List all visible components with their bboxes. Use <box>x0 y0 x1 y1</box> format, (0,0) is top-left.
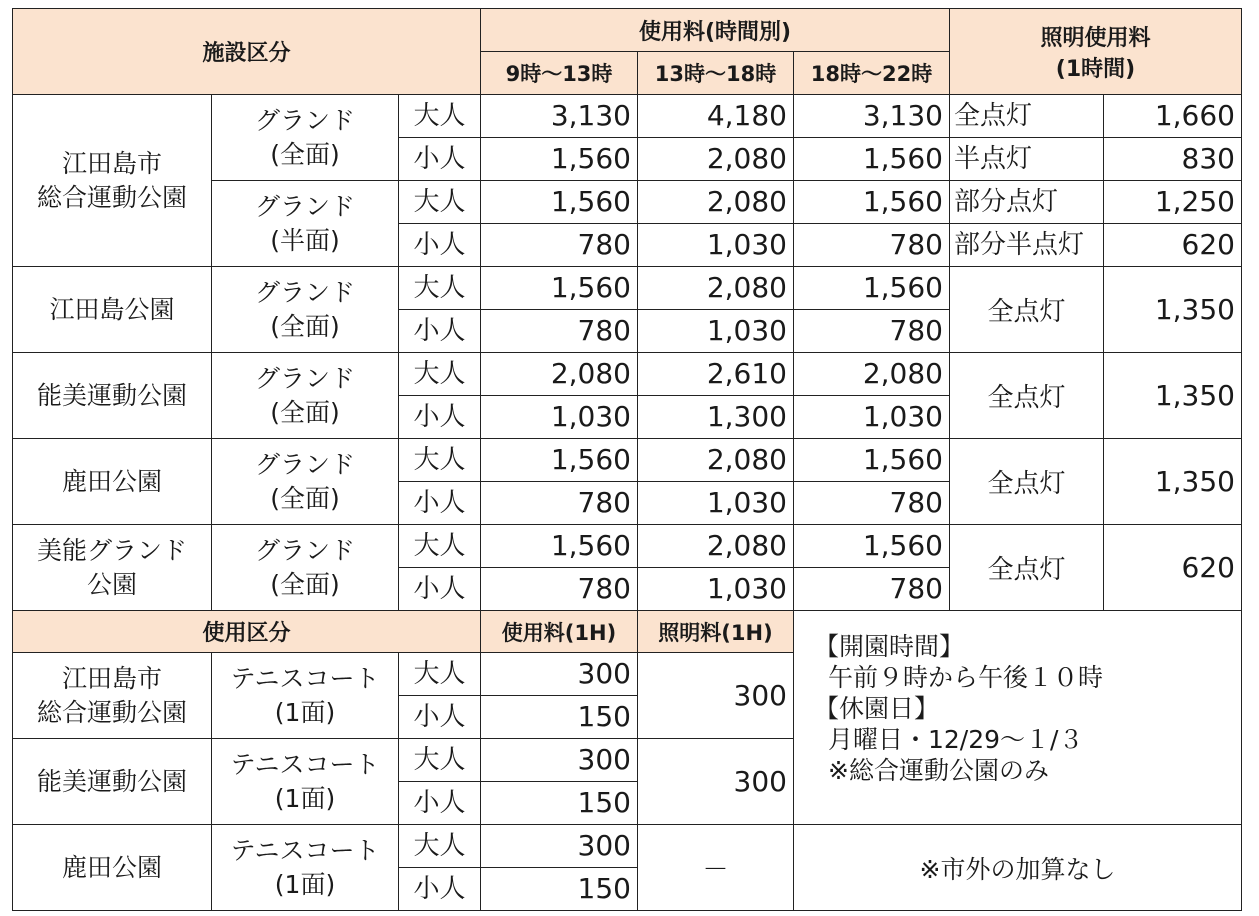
light-fee: 1,350 <box>1104 267 1242 353</box>
facility-fee-table <box>12 8 1242 911</box>
header-lighting-fee-label: 照明使用料 <box>1040 25 1151 51</box>
age-child: 小人 <box>399 868 481 911</box>
light-fee: 620 <box>1104 224 1242 267</box>
ground-type-area: (全面) <box>270 139 340 169</box>
tennis-fee: 300 <box>481 739 638 782</box>
header-time-3: 18時～22時 <box>794 52 950 95</box>
tennis-light-fee: － <box>638 825 794 911</box>
fee-cell: 780 <box>794 224 950 267</box>
court-type-unit: (1面) <box>274 697 336 727</box>
light-type: 部分半点灯 <box>950 224 1104 267</box>
facility-name-line2: 総合運動公園 <box>36 697 187 727</box>
fee-cell: 2,080 <box>638 439 794 482</box>
age-child: 小人 <box>399 310 481 353</box>
fee-cell: 2,080 <box>794 353 950 396</box>
ground-type-area: (半面) <box>270 225 340 255</box>
fee-cell: 780 <box>794 482 950 525</box>
age-adult: 大人 <box>399 653 481 696</box>
age-child: 小人 <box>399 482 481 525</box>
light-type: 全点灯 <box>950 525 1104 611</box>
light-fee: 1,660 <box>1104 95 1242 138</box>
fee-cell: 1,030 <box>481 396 638 439</box>
fee-cell: 780 <box>481 310 638 353</box>
ground-type-label: グランド <box>254 535 355 565</box>
closed-days-note: ※総合運動公園のみ <box>828 756 1049 785</box>
age-child: 小人 <box>399 782 481 825</box>
tennis-facility-nomi: 能美運動公園 <box>13 739 212 825</box>
ground-type-area: (全面) <box>270 569 340 599</box>
light-type: 全点灯 <box>950 95 1104 138</box>
age-child: 小人 <box>399 138 481 181</box>
tennis-court-type <box>212 825 399 911</box>
fee-cell: 2,080 <box>638 267 794 310</box>
facility-etajima: 江田島公園 <box>13 267 212 353</box>
closed-days-title: 【休園日】 <box>814 694 940 723</box>
tennis-fee: 150 <box>481 696 638 739</box>
tennis-court-type <box>212 739 399 825</box>
no-surcharge-note: ※市外の加算なし <box>794 825 1242 911</box>
header-fee-by-time: 使用料(時間別) <box>481 9 950 52</box>
fee-cell: 1,560 <box>481 525 638 568</box>
court-type-label: テニスコート <box>230 663 380 693</box>
fee-cell: 3,130 <box>794 95 950 138</box>
header-time-2: 13時～18時 <box>638 52 794 95</box>
facility-kakoda: 鹿田公園 <box>13 439 212 525</box>
age-adult: 大人 <box>399 439 481 482</box>
fee-cell: 780 <box>794 310 950 353</box>
light-fee: 1,350 <box>1104 353 1242 439</box>
court-type-unit: (1面) <box>274 869 336 899</box>
ground-type-label: グランド <box>254 277 355 307</box>
court-type-label: テニスコート <box>230 749 380 779</box>
tennis-light-fee: 300 <box>638 653 794 739</box>
open-hours: 午前９時から午後１０時 <box>828 663 1104 692</box>
age-adult: 大人 <box>399 739 481 782</box>
age-child: 小人 <box>399 568 481 611</box>
ground-type-full <box>212 95 399 181</box>
age-child: 小人 <box>399 224 481 267</box>
header-facility: 施設区分 <box>13 9 481 95</box>
facility-name-line2: 公園 <box>86 569 137 599</box>
fee-cell: 2,080 <box>638 181 794 224</box>
light-fee: 1,250 <box>1104 181 1242 224</box>
fee-cell: 1,560 <box>481 138 638 181</box>
facility-bino <box>13 525 212 611</box>
light-type: 半点灯 <box>950 138 1104 181</box>
fee-cell: 780 <box>481 568 638 611</box>
fee-cell: 3,130 <box>481 95 638 138</box>
light-fee: 1,350 <box>1104 439 1242 525</box>
fee-cell: 1,030 <box>638 310 794 353</box>
header-usage-fee: 使用料(1H) <box>481 611 638 653</box>
closed-days: 月曜日・12/29～１/３ <box>828 725 1084 754</box>
tennis-light-fee: 300 <box>638 739 794 825</box>
fee-cell: 780 <box>481 224 638 267</box>
fee-cell: 1,560 <box>481 439 638 482</box>
info-box <box>794 611 1242 825</box>
tennis-fee: 150 <box>481 868 638 911</box>
ground-type-full <box>212 267 399 353</box>
age-adult: 大人 <box>399 825 481 868</box>
facility-name-line1: 江田島市 <box>61 663 162 693</box>
light-fee: 620 <box>1104 525 1242 611</box>
ground-type-label: グランド <box>254 363 355 393</box>
open-hours-title: 【開園時間】 <box>814 632 965 661</box>
tennis-fee: 300 <box>481 825 638 868</box>
tennis-fee: 150 <box>481 782 638 825</box>
ground-type-full <box>212 353 399 439</box>
ground-type-area: (全面) <box>270 397 340 427</box>
ground-type-label: グランド <box>254 191 355 221</box>
fee-cell: 2,080 <box>638 525 794 568</box>
fee-cell: 1,560 <box>794 138 950 181</box>
facility-name-line2: 総合運動公園 <box>36 182 187 212</box>
header-light-fee: 照明料(1H) <box>638 611 794 653</box>
facility-name-line1: 江田島市 <box>61 148 162 178</box>
tennis-facility-etajima-sogo <box>13 653 212 739</box>
light-type: 全点灯 <box>950 353 1104 439</box>
fee-cell: 1,300 <box>638 396 794 439</box>
ground-type-area: (全面) <box>270 311 340 341</box>
light-type: 全点灯 <box>950 267 1104 353</box>
age-adult: 大人 <box>399 267 481 310</box>
light-fee: 830 <box>1104 138 1242 181</box>
age-child: 小人 <box>399 696 481 739</box>
header-usage-category: 使用区分 <box>13 611 481 653</box>
court-type-label: テニスコート <box>230 835 380 865</box>
facility-name-line1: 美能グランド <box>36 535 187 565</box>
ground-type-label: グランド <box>254 449 355 479</box>
light-type: 部分点灯 <box>950 181 1104 224</box>
fee-cell: 4,180 <box>638 95 794 138</box>
facility-etajima-sogo <box>13 95 212 267</box>
ground-type-area: (全面) <box>270 483 340 513</box>
age-child: 小人 <box>399 396 481 439</box>
header-time-1: 9時～13時 <box>481 52 638 95</box>
ground-type-label: グランド <box>254 105 355 135</box>
fee-cell: 1,030 <box>794 396 950 439</box>
header-lighting-fee <box>950 9 1242 95</box>
light-type: 全点灯 <box>950 439 1104 525</box>
ground-type-full <box>212 439 399 525</box>
fee-cell: 1,030 <box>638 224 794 267</box>
fee-cell: 1,560 <box>481 267 638 310</box>
tennis-court-type <box>212 653 399 739</box>
court-type-unit: (1面) <box>274 783 336 813</box>
age-adult: 大人 <box>399 353 481 396</box>
tennis-fee: 300 <box>481 653 638 696</box>
fee-cell: 780 <box>794 568 950 611</box>
ground-type-half <box>212 181 399 267</box>
fee-cell: 1,560 <box>794 525 950 568</box>
fee-cell: 2,610 <box>638 353 794 396</box>
fee-cell: 780 <box>481 482 638 525</box>
fee-cell: 1,560 <box>794 267 950 310</box>
ground-type-full <box>212 525 399 611</box>
fee-cell: 1,560 <box>794 181 950 224</box>
fee-cell: 2,080 <box>638 138 794 181</box>
facility-nomi: 能美運動公園 <box>13 353 212 439</box>
fee-cell: 2,080 <box>481 353 638 396</box>
age-adult: 大人 <box>399 525 481 568</box>
fee-cell: 1,560 <box>481 181 638 224</box>
tennis-facility-kakoda: 鹿田公園 <box>13 825 212 911</box>
header-lighting-fee-unit: (1時間) <box>1055 56 1136 82</box>
age-adult: 大人 <box>399 181 481 224</box>
fee-table-wrapper <box>12 8 1242 911</box>
fee-cell: 1,560 <box>794 439 950 482</box>
fee-cell: 1,030 <box>638 482 794 525</box>
age-adult: 大人 <box>399 95 481 138</box>
fee-cell: 1,030 <box>638 568 794 611</box>
